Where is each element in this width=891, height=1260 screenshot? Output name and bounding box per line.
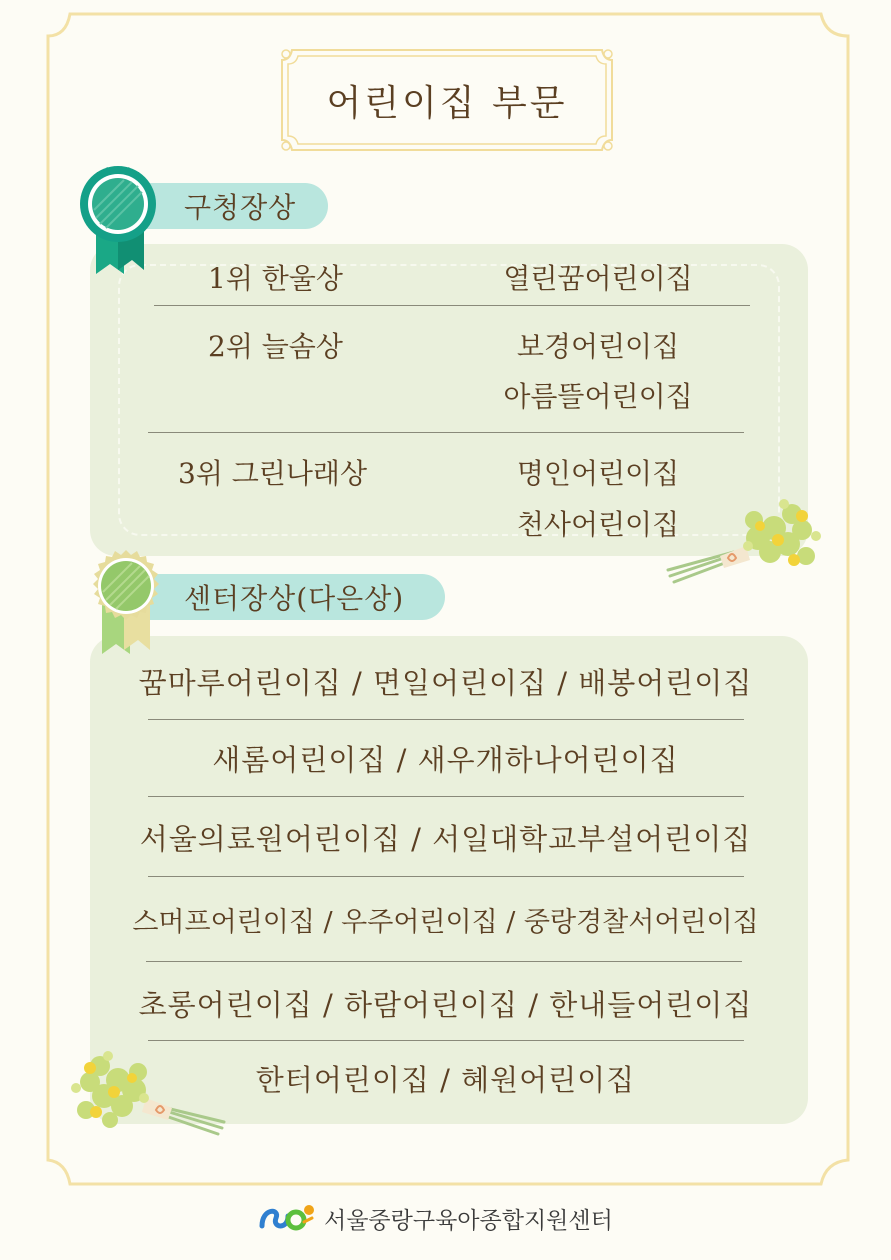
rank-3-label: 3위 그린나래상 <box>178 457 368 490</box>
rank-2-winner-2: 아름뜰어린이집 <box>503 380 693 413</box>
page-title: 어린이집 부문 <box>326 82 568 124</box>
green-rosette-medal-icon <box>86 548 166 658</box>
center-award-label <box>140 574 445 620</box>
center-award-line-6: 한터어린이집 / 혜원어린이집 <box>255 1063 636 1097</box>
center-logo-icon <box>258 1200 316 1236</box>
divider <box>154 305 750 306</box>
title-box <box>278 46 616 154</box>
divider <box>148 876 744 877</box>
center-award-line-4: 스머프어린이집 / 우주어린이집 / 중랑경찰서어린이집 <box>132 907 759 938</box>
center-award-label-text: 센터장상(다은상) <box>184 582 405 615</box>
rank-1-winner-1: 열린꿈어린이집 <box>503 262 693 295</box>
rank-2-label: 2위 늘솜상 <box>208 330 343 363</box>
flower-bouquet-icon <box>66 1048 226 1144</box>
teal-rosette-medal-icon <box>78 164 160 278</box>
rank-3-winner-2: 천사어린이집 <box>516 508 680 541</box>
district-award-label <box>140 183 328 229</box>
center-award-line-3: 서울의료원어린이집 / 서일대학교부설어린이집 <box>139 822 752 856</box>
footer <box>258 1198 613 1238</box>
divider <box>148 432 744 433</box>
rank-1-label: 1위 한울상 <box>208 262 343 295</box>
footer-org-name: 서울중랑구육아종합지원센터 <box>324 1207 613 1234</box>
district-award-label-text: 구청장상 <box>184 191 297 224</box>
divider <box>146 961 742 962</box>
center-award-line-1: 꿈마루어린이집 / 면일어린이집 / 배봉어린이집 <box>138 666 753 700</box>
center-award-line-5: 초롱어린이집 / 하람어린이집 / 한내들어린이집 <box>138 988 753 1022</box>
divider <box>148 719 744 720</box>
rank-3-winner-1: 명인어린이집 <box>516 457 680 490</box>
flower-bouquet-icon <box>666 496 826 588</box>
rank-2-winner-1: 보경어린이집 <box>516 330 680 363</box>
center-award-line-2: 새롬어린이집 / 새우개하나어린이집 <box>212 743 679 777</box>
divider <box>148 796 744 797</box>
divider <box>148 1040 744 1041</box>
